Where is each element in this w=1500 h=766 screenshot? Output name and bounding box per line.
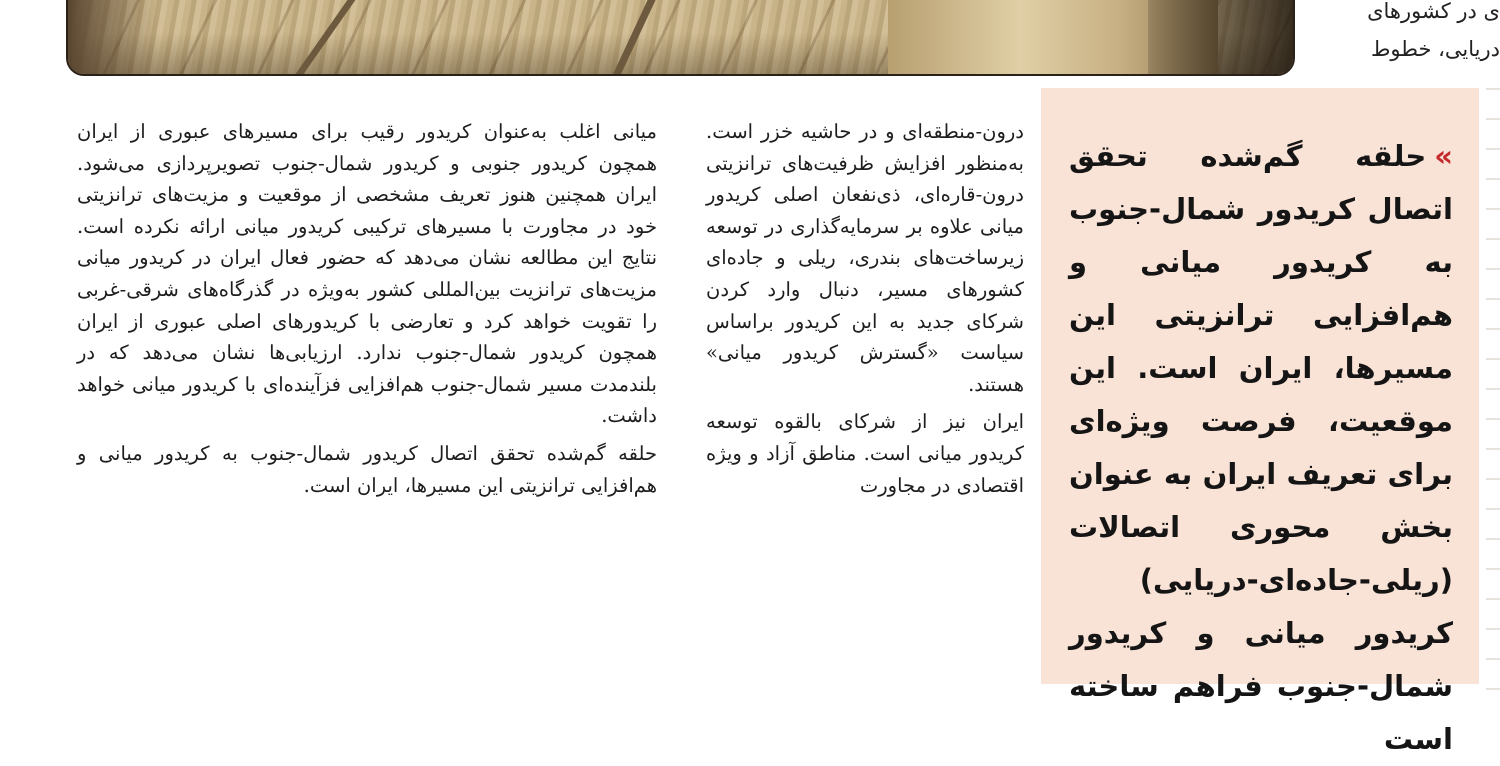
article-column-left [77, 116, 657, 507]
paragraph: حلقه گم‌شده تحقق اتصال کریدور شمال-جنوب به کریدور میانی و هم‌افزایی ترانزیتی این مسیرها، ایران است. [77, 441, 657, 497]
article-column-middle [706, 116, 1024, 507]
photo-shadow-right [1148, 0, 1293, 76]
adjacent-page-edge [1486, 88, 1500, 715]
adjacent-line: دریایی، خطوط [1370, 37, 1500, 61]
photo-shadow-left [68, 0, 158, 76]
adjacent-line: ی در کشورهای [1367, 0, 1500, 23]
adjacent-column-text [1300, 0, 1500, 68]
quote-mark-icon: » [1434, 139, 1453, 173]
paragraph: درون-منطقه‌ای و در حاشیه خزر است. به‌منظور افزایش ظرفیت‌های ترانزیتی درون-قاره‌ای، ذی‌نفعان اصلی کریدور میانی علاوه بر سرمایه‌گذاری در توسعه زیرساخت‌های بندری، ریلی و جاده‌ای کشورهای مسیر، دنبال وارد کردن شرکای جدید به این کریدور براساس سیاست «گسترش کریدور میانی» هستند. [706, 120, 1024, 396]
pull-quote-text [1069, 130, 1453, 766]
paragraph: ایران نیز از شرکای بالقوه توسعه کریدور میانی است. مناطق آزاد و ویژه اقتصادی در مجاورت [706, 410, 1024, 497]
pull-quote-body: حلقه گم‌شده تحقق اتصال کریدور شمال-جنوب به کریدور میانی و هم‌افزایی ترانزیتی این مسیرها، ایران است. این موقعیت، فرصت ویژه‌ای برای تعریف ایران به عنوان بخش محوری اتصالات (ریلی-جاده‌ای-دریایی) کریدور میانی و کریدور شمال-جنوب فراهم ساخته است [1069, 139, 1453, 756]
article-photo [66, 0, 1295, 76]
photo-rail [600, 0, 664, 76]
photo-rail [276, 0, 368, 76]
paragraph: میانی اغلب به‌عنوان کریدور رقیب برای مسیرهای عبوری از ایران همچون کریدور جنوبی و کریدور شمال-جنوب تصویرپردازی می‌شود. ایران همچنین هنوز تعریف مشخصی از موقعیت و مزیت‌های ترانزیتی خود در مجاورت با مسیرهای ترکیبی کریدور میانی ارائه نکرده است. نتایج این مطالعه نشان می‌دهد که حضور فعال ایران در کریدور میانی مزیت‌های ترانزیت بین‌المللی کشور به‌ویژه در گذرگاه‌های شرقی-غربی را تقویت خواهد کرد و تعارضی با کریدورهای اصلی عبوری از ایران همچون کریدور شمال-جنوب ندارد. ارزیابی‌ها نشان می‌دهد که در بلندمدت مسیر شمال-جنوب هم‌افزایی فزآینده‌ای با کریدور میانی خواهد داشت. [77, 120, 657, 428]
pull-quote-box [1041, 88, 1479, 756]
